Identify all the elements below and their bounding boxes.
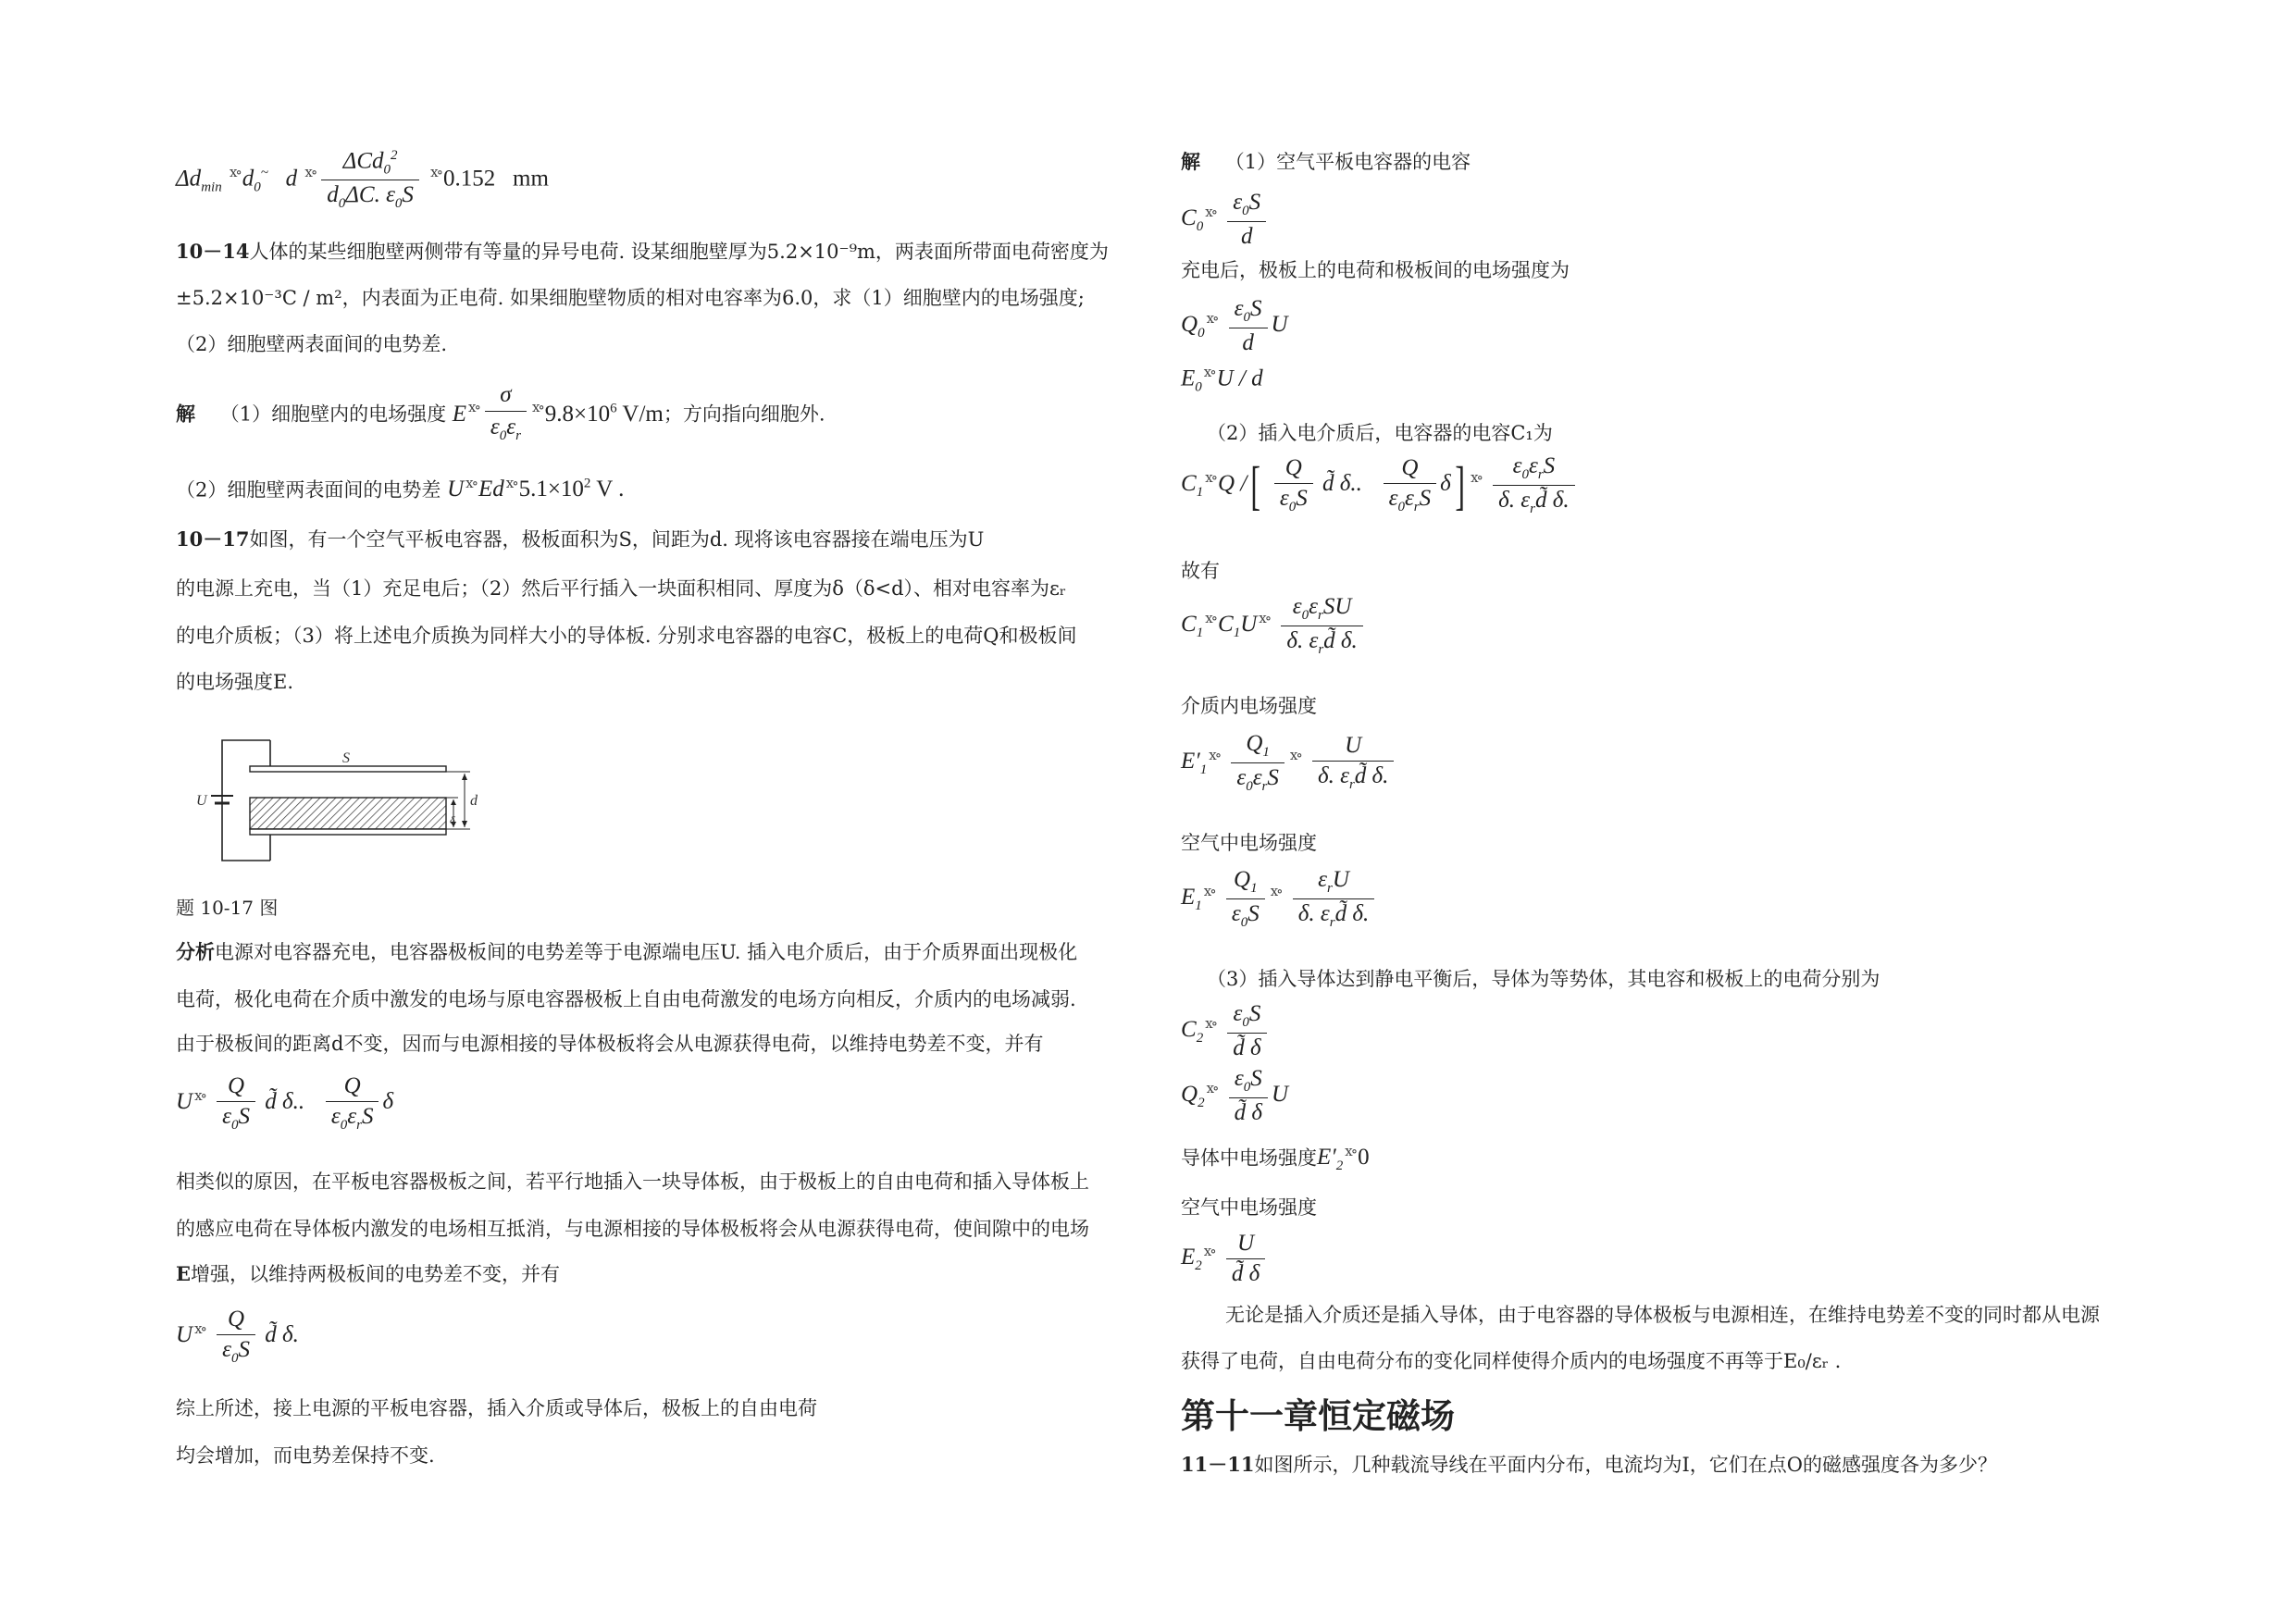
equation-e1-prime: $E'_1^{ⅹ\circ}$ $\frac{Q_1}{\varepsilon_0\varepsilon_rS}$ $^{ⅹ\circ}$ $\frac{U}{\delta. \varepsilon_rd̃ \delta.}$ (1181, 731, 1397, 795)
summary-line-1: 综上所述，接上电源的平板电容器，插入介质或导体后，极板上的自由电荷 (176, 1397, 817, 1419)
analysis-line-2: 电荷，极化电荷在介质中激发的电场与原电容器极板上自由电荷激发的电场方向相反，介质内的电场减弱. (176, 988, 1076, 1010)
equation-q0: $Q_0^{ⅹ\circ}$ $\frac{\varepsilon_0S}{d}$ U (1181, 296, 1288, 355)
problem-10-17-line-2: 的电源上充电，当（1）充足电后；（2）然后平行插入一块面积相同、厚度为δ（δ<d）、相对电容率为εᵣ (176, 577, 1067, 600)
fig-label-delta: δ (450, 813, 455, 826)
solution-10-17-part-3: （3）插入导体达到静电平衡后，导体为等势体，其电容和极板上的电荷分别为 (1207, 968, 1880, 990)
equation-q2: $Q_2^{ⅹ\circ}$ $\frac{\varepsilon_0S}{d̃ \delta}$ U (1181, 1066, 1289, 1125)
similar-line-3: E增强，以维持两极板间的电势差不变，并有 (176, 1262, 561, 1285)
summary-line-2: 均会增加，而电势差保持不变. (176, 1444, 435, 1467)
equation-e0: $E_0^{ⅹ\circ}U$ / d (1181, 365, 1263, 395)
problem-10-14-line-2: ±5.2×10⁻³C / m²，内表面为正电荷. 如果细胞壁物质的相对电容率为6.0，求（1）细胞壁内的电场强度; (176, 287, 1085, 309)
similar-line-1: 相类似的原因，在平板电容器极板之间，若平行地插入一块导体板，由于极板上的自由电荷和插入导体板上 (176, 1171, 1089, 1193)
inner-field-text: 介质内电场强度 (1181, 695, 1317, 717)
analysis-line-3: 由于极板间的距离d不变，因而与电源相接的导体极板将会从电源获得电荷，以维持电势差不变，并有 (176, 1033, 1044, 1055)
capacitor-figure (176, 722, 509, 883)
conclusion-line-1: 无论是插入介质还是插入导体，由于电容器的导体极板与电源相连，在维持电势差不变的同时都从电源 (1225, 1304, 2100, 1326)
problem-10-17-line-1: 10－17如图，有一个空气平板电容器，极板面积为S，间距为d. 现将该电容器接在端电压为U (176, 527, 985, 551)
conclusion-line-2: 获得了电荷，自由电荷分布的变化同样使得介质内的电场强度不再等于E₀/εᵣ . (1181, 1350, 1842, 1372)
similar-line-2: 的感应电荷在导体板内激发的电场相互抵消，与电源相接的导体极板将会从电源获得电荷，使间隙中的电场 (176, 1218, 1089, 1240)
analysis-line-1: 分析电源对电容器充电，电容器极板间的电势差等于电源端电压U. 插入电介质后，由于介质界面出现极化 (176, 940, 1078, 963)
equation-e1: $E_1^{ⅹ\circ}$ $\frac{Q_1}{\varepsilon_0S}$ $^{ⅹ\circ}$ $\frac{\varepsilon_rU}{\delta. \varepsilon_rd̃ \delta.}$ (1181, 867, 1378, 931)
equation-c1: $C_1^{ⅹ\circ}Q$ /[ $\frac{Q}{\varepsilon_0S}$ d̃ δ.. $\frac{Q}{\varepsilon_0\varepsilon_rS}$ δ] $^{ⅹ\circ}$ $\frac{\varepsilon_0\varepsilon_rS}{\delta. \varepsilon_rd̃ \delta.}$ (1181, 453, 1579, 517)
equation-c1-charge: $C_1^{ⅹ\circ}C_1U$ $^{ⅹ\circ}$ $\frac{\varepsilon_0\varepsilon_rSU}{\delta. \varepsilon_rd̃ \delta.}$ (1181, 594, 1367, 658)
problem-10-14-line-1: 10－14人体的某些细胞壁两侧带有等量的异号电荷. 设某细胞壁厚为5.2×10⁻⁹m，两表面所带面电荷密度为 (176, 240, 1109, 263)
equation-u-conductor: U $^{ⅹ\circ}$ $\frac{Q}{\varepsilon_0S}$ d̃ δ. (176, 1307, 299, 1366)
equation-c0: $C_0^{ⅹ\circ}$ $\frac{\varepsilon_0S}{d}$ (1181, 190, 1270, 250)
solution-10-17-part-2: （2）插入电介质后，电容器的电容C₁为 (1207, 422, 1553, 444)
equation-c2: $C_2^{ⅹ\circ}$ $\frac{\varepsilon_0S}{d̃ \delta}$ (1181, 1001, 1271, 1061)
equation-e2: $E_2^{ⅹ\circ}$ $\frac{U}{d̃ \delta}$ (1181, 1231, 1269, 1287)
problem-10-17-line-4: 的电场强度E. (176, 671, 294, 693)
solution-10-14-part-2: （2）细胞壁两表面间的电势差 U $^{ⅹ\circ}$Ed $^{ⅹ\circ}5.1\times 10^2$ V . (176, 477, 625, 502)
conductor-field: 导体中电场强度$E'_2^{ⅹ\circ}0$ (1181, 1145, 1370, 1174)
capacitor-diagram (176, 722, 509, 879)
air-field-text: 空气中电场强度 (1181, 832, 1317, 854)
figure-caption: 题 10-17 图 (176, 897, 279, 919)
solution-10-14-part-1: 解 （1）细胞壁内的电场强度 E $^{ⅹ\circ}$ $\frac{\sigma}{\varepsilon_0\varepsilon_r}$ $^{ⅹ\circ}9.8\times 10^6$ V/m；方向指向细胞外. (176, 382, 825, 443)
solution-10-17-part-1: 解 （1）空气平板电容器的电容 (1181, 150, 1471, 173)
fig-label-d: d (470, 793, 478, 809)
equation-u-dielectric: U $^{ⅹ\circ}$ $\frac{Q}{\varepsilon_0S}$ d̃ δ.. $\frac{Q}{\varepsilon_0\varepsilon_rS}$ δ (176, 1073, 394, 1133)
problem-10-14-line-3: （2）细胞壁两表面间的电势差. (176, 333, 448, 355)
air-field-text-2: 空气中电场强度 (1181, 1196, 1317, 1219)
fig-label-s: S (342, 750, 350, 766)
problem-10-17-line-3: 的电介质板；（3）将上述电介质换为同样大小的导体板. 分别求电容器的电容C，极板上的电荷Q和极板间 (176, 625, 1077, 647)
fig-label-u: U (196, 793, 207, 809)
charged-text: 充电后，极板上的电荷和极板间的电场强度为 (1181, 259, 1570, 281)
problem-11-11: 11－11如图所示，几种载流导线在平面内分布，电流均为I，它们在点O的磁感强度各为多少？ (1181, 1453, 1997, 1476)
hence-text: 故有 (1181, 560, 1220, 582)
equation-delta-d-min: $\Delta d_{min}$ $^{ⅹ\circ}d_0^\sim$ d $^{ⅹ\circ}$ $\frac{\Delta Cd_0^2}{d_0\Delta C. \varepsilon_0S}$ $^{ⅹ\circ}$0.152 mm (176, 148, 549, 212)
chapter-title: 第十一章恒定磁场 (1181, 1395, 1455, 1436)
